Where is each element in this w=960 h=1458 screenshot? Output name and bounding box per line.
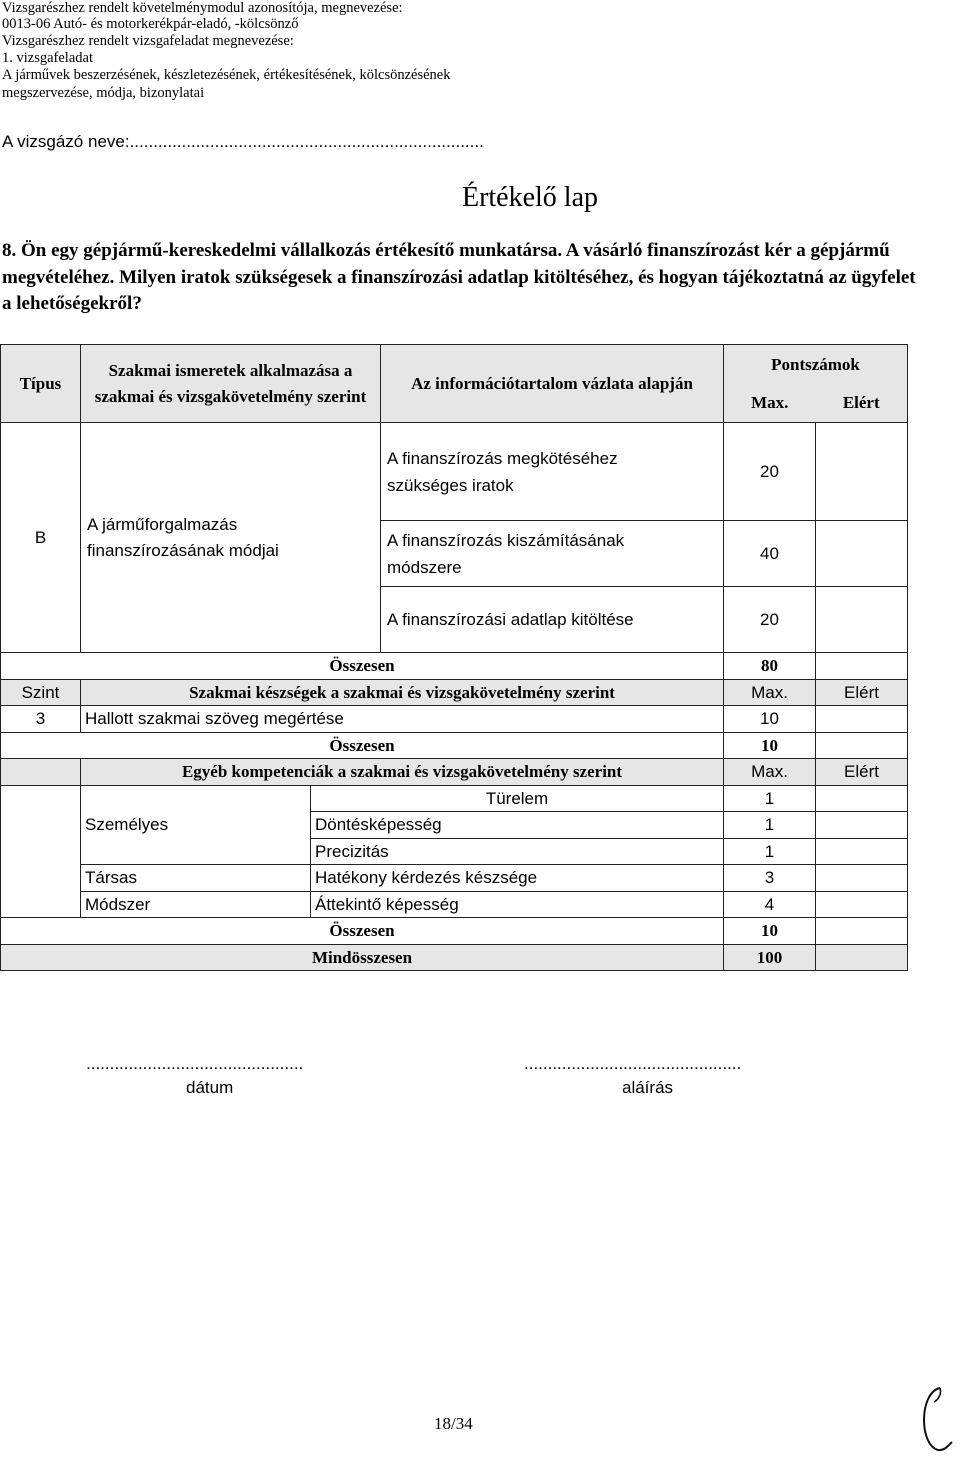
knowledge-table — [0, 344, 908, 653]
social-max: 3 — [724, 865, 816, 892]
social-label: Társas — [81, 865, 311, 892]
total3-label: Összesen — [1, 918, 724, 945]
total1-label: Összesen — [1, 653, 724, 680]
knowledge-value: A járműforgalmazás finanszírozásának módjai — [81, 423, 381, 653]
total1-achieved — [816, 653, 908, 680]
page-number: 18/34 — [434, 1414, 473, 1433]
social-achieved — [816, 865, 908, 892]
total3-achieved — [816, 918, 908, 945]
skills-text: Hallott szakmai szöveg megértése — [81, 706, 724, 733]
type-value: B — [1, 423, 81, 653]
skills-achieved — [816, 706, 908, 733]
grand-total-label: Mindösszesen — [1, 944, 724, 971]
handwritten-initial — [918, 1384, 958, 1456]
exam-question: 8. Ön egy gépjármű-kereskedelmi vállalkozás értékesítő munkatársa. A vásárló finanszírozást kér a gépjármű megvételéhez. Milyen iratok szükségesek a finanszírozási adatlap kitöltéséhez, és hogyan tájékoztatná az ügyfelet a lehetőségekről? — [2, 240, 916, 314]
total1-value: 80 — [724, 653, 816, 680]
header-task-label: Vizsgarészhez rendelt vizsgafeladat megnevezése: — [2, 33, 294, 49]
skills-achieved-header: Elért — [816, 679, 908, 706]
grand-total-value: 100 — [724, 944, 816, 971]
personal-max-3: 1 — [724, 838, 816, 865]
method-max: 4 — [724, 891, 816, 918]
header-achieved: Elért — [816, 385, 908, 423]
competence-achieved-header: Elért — [816, 759, 908, 786]
max-row-3: 20 — [724, 587, 816, 653]
method-label: Módszer — [81, 891, 311, 918]
method-row: Áttekintő képesség — [311, 891, 724, 918]
header-max: Max. — [724, 385, 816, 423]
total2-label: Összesen — [1, 732, 724, 759]
social-row: Hatékony kérdezés készsége — [311, 865, 724, 892]
header-knowledge: Szakmai ismeretek alkalmazása a szakmai és vizsgakövetelmény szerint — [81, 345, 381, 423]
personal-max-2: 1 — [724, 812, 816, 839]
competence-header: Egyéb kompetenciák a szakmai és vizsgakövetelmény szerint — [81, 759, 724, 786]
achieved-row-1 — [816, 423, 908, 521]
header-points: Pontszámok — [724, 345, 908, 385]
date-label: dátum — [186, 1078, 234, 1097]
signature-dots: .............................................. — [524, 1054, 742, 1073]
competence-empty-header — [1, 759, 81, 786]
method-achieved — [816, 891, 908, 918]
total2-value: 10 — [724, 732, 816, 759]
page-title: Értékelő lap — [461, 182, 599, 213]
header-task-title-2: megszervezése, módja, bizonylatai — [2, 85, 205, 101]
personal-row-1: Türelem — [311, 785, 724, 812]
header-task-number: 1. vizsgafeladat — [2, 50, 93, 66]
achieved-row-2 — [816, 521, 908, 587]
signature-label: aláírás — [622, 1078, 674, 1097]
max-row-1: 20 — [724, 423, 816, 521]
header-module-label: Vizsgarészhez rendelt követelménymodul azonosítója, megnevezése: — [2, 0, 403, 16]
personal-max-1: 1 — [724, 785, 816, 812]
header-module-value: 0013-06 Autó- és motorkerékpár-eladó, -kölcsönző — [2, 16, 299, 32]
header-type: Típus — [1, 345, 81, 423]
examinee-name-line: A vizsgázó neve:........................................................................... — [2, 132, 484, 151]
personal-achieved-1 — [816, 785, 908, 812]
skills-max-header: Max. — [724, 679, 816, 706]
outline-row-3: A finanszírozási adatlap kitöltése — [381, 587, 724, 653]
competence-empty-col — [1, 785, 81, 918]
max-row-2: 40 — [724, 521, 816, 587]
competence-max-header: Max. — [724, 759, 816, 786]
skills-level: 3 — [1, 706, 81, 733]
personal-achieved-3 — [816, 838, 908, 865]
outline-row-2: A finanszírozás kiszámításának módszere — [381, 521, 724, 587]
skills-header: Szakmai készségek a szakmai és vizsgakövetelmény szerint — [81, 679, 724, 706]
header-outline: Az információtartalom vázlata alapján — [381, 345, 724, 423]
personal-label: Személyes — [81, 785, 311, 865]
skills-level-header: Szint — [1, 679, 81, 706]
achieved-row-3 — [816, 587, 908, 653]
outline-row-1: A finanszírozás megkötéséhez szükséges iratok — [381, 423, 724, 521]
grand-total-achieved — [816, 944, 908, 971]
skills-table — [0, 652, 908, 971]
skills-max: 10 — [724, 706, 816, 733]
total2-achieved — [816, 732, 908, 759]
date-dots: .............................................. — [86, 1054, 304, 1073]
total3-value: 10 — [724, 918, 816, 945]
header-task-title-1: A járművek beszerzésének, készletezésének, értékesítésének, kölcsönzésének — [2, 67, 451, 83]
personal-row-3: Precizitás — [311, 838, 724, 865]
personal-achieved-2 — [816, 812, 908, 839]
personal-row-2: Döntésképesség — [311, 812, 724, 839]
